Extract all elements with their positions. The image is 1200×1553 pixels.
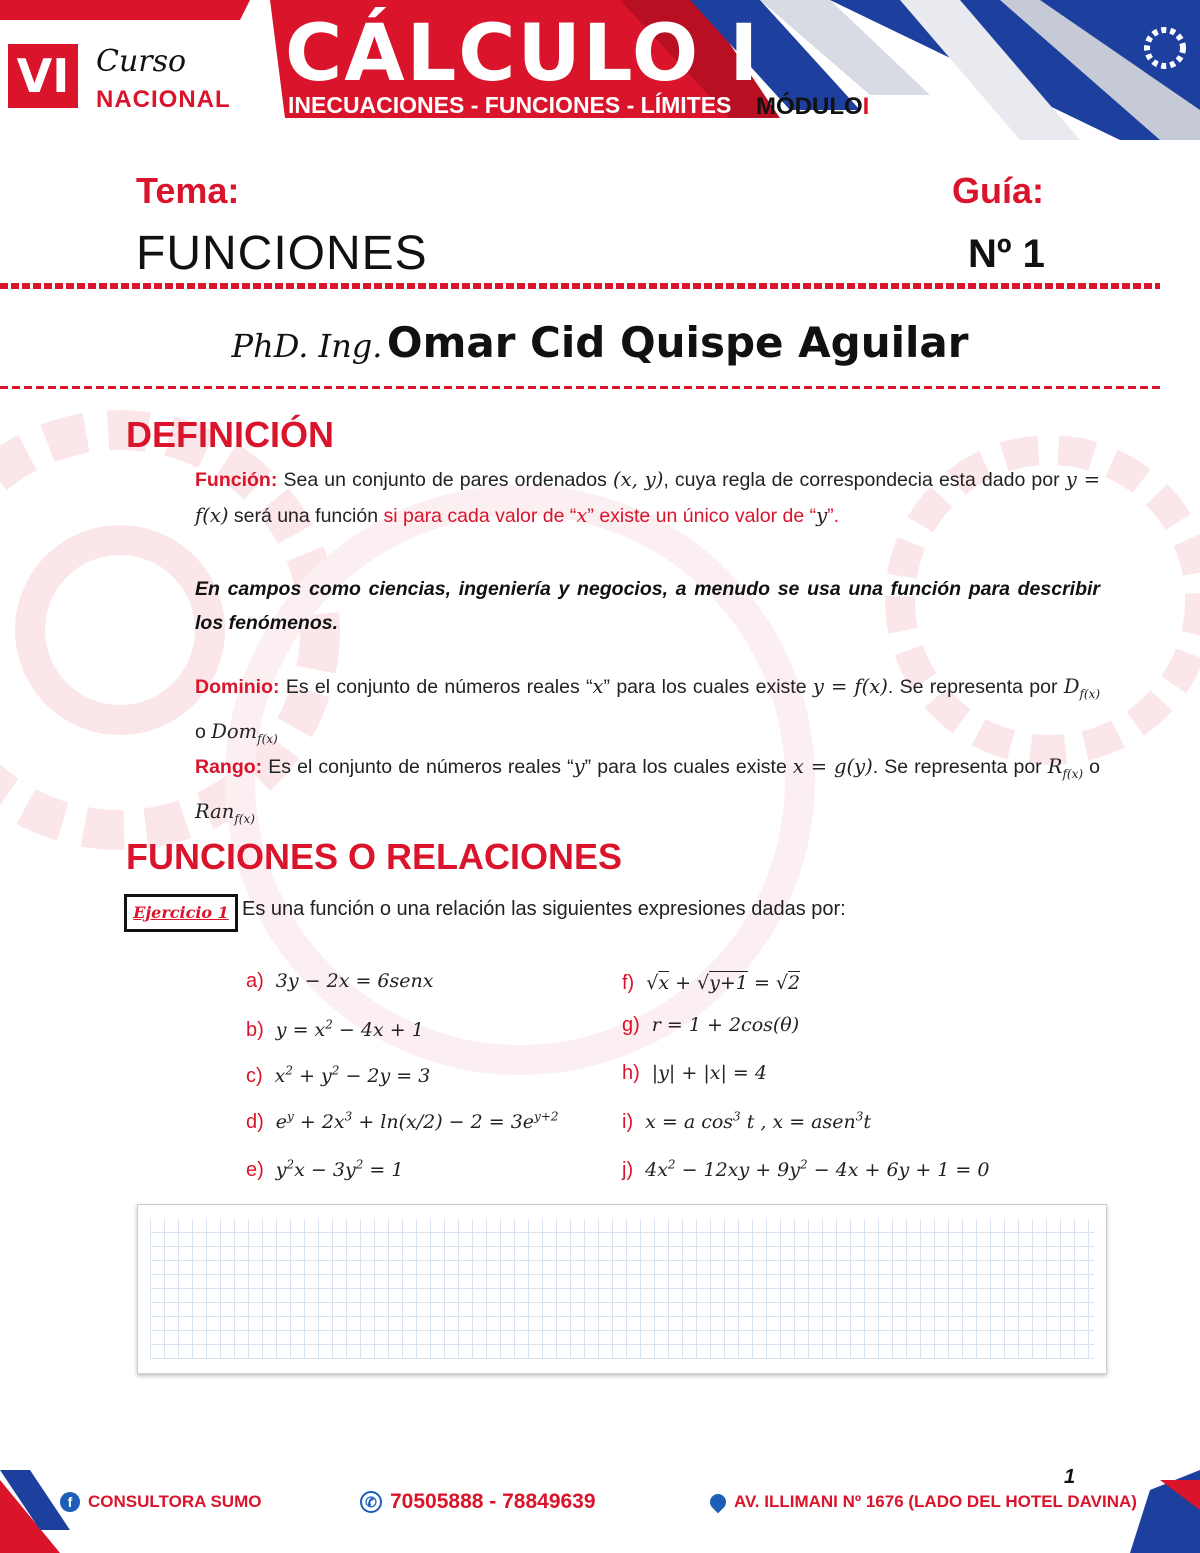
item-c: c) $x^2 + y^2 - 2y = 3$ [246, 1064, 431, 1088]
rango-paragraph [195, 748, 1100, 838]
dominio-text1: Es el conjunto de números reales “ [285, 676, 593, 698]
rango-text1: Es el conjunto de números reales “ [268, 756, 574, 778]
footer-address [710, 1492, 1137, 1512]
module-label [756, 93, 869, 121]
rango-label: Rango: [195, 756, 263, 778]
author-line [0, 318, 1200, 367]
page-number: 1 [1064, 1466, 1076, 1488]
facebook-icon: f [60, 1492, 80, 1512]
divider-top [0, 283, 1160, 289]
ran-o: o [1089, 756, 1101, 778]
funcion-paragraph [195, 462, 1100, 534]
whatsapp-icon: ✆ [360, 1491, 382, 1513]
ran-symbol2: Ran$_{f(x)}$ [195, 799, 255, 826]
grid-pattern [150, 1219, 1094, 1359]
funcion-x: x [576, 504, 588, 527]
funcion-text2: , cuya regla de correspondecia esta dado por [663, 469, 1060, 491]
phone-text: 70505888 - 78849639 [390, 1490, 596, 1513]
course-subtitle: INECUACIONES - FUNCIONES - LÍMITES [288, 92, 732, 118]
funcion-red3: ”. [827, 505, 840, 527]
rango-rule: x = g(y) [792, 755, 873, 778]
rango-text2: ” para los cuales existe [584, 756, 787, 778]
dom-o: o [195, 720, 206, 743]
item-i: i) x = a $\cos^3 t$ , x = asen$^3$t [622, 1110, 872, 1134]
rule-math: y = f(x) [195, 468, 1101, 527]
funcion-text3: será una función [233, 505, 379, 527]
funcion-label: Función: [195, 469, 278, 491]
footer-phone [360, 1490, 596, 1514]
course-title: CÁLCULO I [285, 9, 761, 99]
location-icon [707, 1491, 730, 1514]
module-number: I [862, 93, 870, 120]
tema-label: Tema: [136, 170, 240, 211]
logo-vi: VI [8, 44, 78, 108]
page-header [0, 0, 1200, 140]
dominio-x: x [592, 675, 604, 698]
divider-author [0, 386, 1160, 389]
funcion-text1: Sea un conjunto de pares ordenados [283, 469, 607, 491]
ejercicio-label: Ejercicio 1 [124, 894, 238, 932]
item-b: b) $y = x^2 - 4x + 1$ [246, 1018, 424, 1042]
answer-grid-box [137, 1204, 1107, 1374]
ejercicio-text: Es una función o una relación las siguientes expresiones dadas por: [242, 898, 846, 920]
funcion-red2: ” existe un único valor de “ [587, 505, 817, 527]
item-a: a) 3y − 2x = 6senx [246, 970, 434, 992]
footer-facebook [60, 1492, 261, 1512]
dominio-text3: . Se representa por [887, 676, 1058, 698]
funcion-y: y [816, 504, 828, 527]
relaciones-heading: FUNCIONES O RELACIONES [126, 836, 623, 877]
rango-y: y [573, 755, 585, 778]
author-prefix: PhD. Ing. [231, 327, 383, 365]
tema-value: FUNCIONES [136, 227, 428, 280]
dom-symbol1: $D_{f(x)}$ [1063, 675, 1101, 701]
item-f: f) √x + √y+1 = √2 [622, 972, 801, 994]
address-text: AV. ILLIMANI Nº 1676 (LADO DEL HOTEL DAVINA) [734, 1492, 1137, 1511]
ran-symbol1: $R_{f(x)}$ [1047, 755, 1084, 781]
item-g: g) r = 1 + 2cos(θ) [622, 1014, 800, 1036]
dominio-text2: ” para los cuales existe [603, 676, 807, 698]
item-d: d) $e^y + 2x^3 + \ln(x/2) - 2 = 3e^{y+2}$ [246, 1110, 559, 1134]
item-h: h) |y| + |x| = 4 [622, 1062, 767, 1084]
item-e: e) $y^2x - 3y^2 = 1$ [246, 1158, 404, 1182]
dom-symbol2: Dom$_{f(x)}$ [211, 719, 278, 746]
author-name: Omar Cid Quispe Aguilar [386, 318, 969, 367]
pair-math: (x, y) [612, 468, 664, 491]
dominio-paragraph [195, 668, 1100, 758]
facebook-text: CONSULTORA SUMO [88, 1492, 262, 1511]
definicion-heading: DEFINICIÓN [126, 414, 335, 455]
item-j: j) $4x^2 - 12xy + 9y^2 - 4x + 6y + 1 = 0$ [622, 1158, 990, 1182]
guia-label: Guía: [952, 170, 1045, 211]
dominio-label: Dominio: [195, 676, 280, 698]
ciencias-paragraph: En campos como ciencias, ingeniería y negocios, a menudo se usa una función para describir los fenómenos. [195, 578, 1100, 634]
funcion-red1: si para cada valor de “ [383, 505, 577, 527]
rango-text3: . Se representa por [872, 756, 1042, 778]
dominio-rule: y = f(x) [812, 675, 888, 698]
module-text: MÓDULO [756, 93, 863, 120]
logo-curso: Curso [96, 44, 187, 79]
guia-value: Nº 1 [968, 232, 1045, 276]
logo-nacional: NACIONAL [96, 86, 231, 113]
